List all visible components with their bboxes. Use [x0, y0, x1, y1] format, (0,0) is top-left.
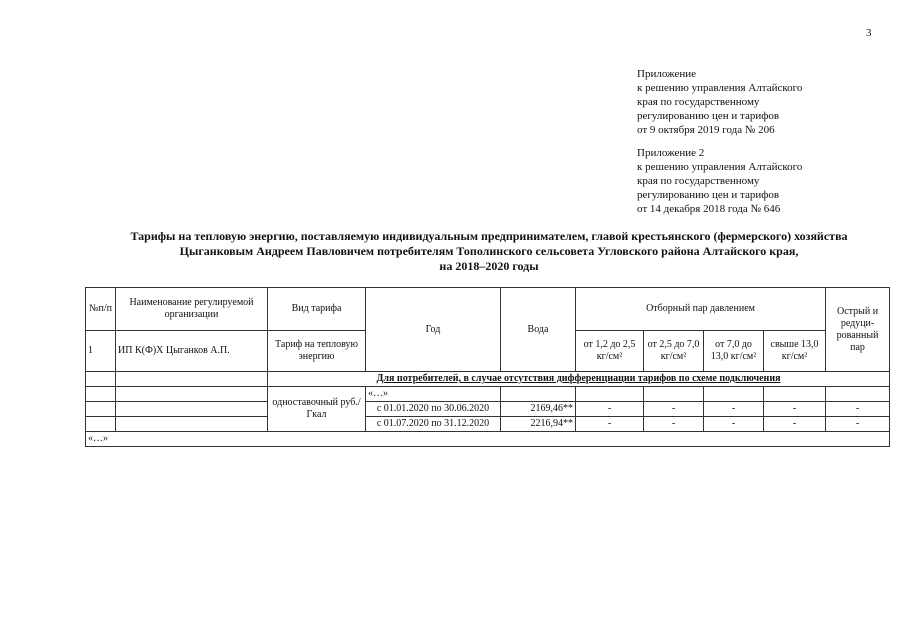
empty-cell [576, 387, 644, 402]
table-row [86, 402, 890, 417]
page-number: 3 [866, 27, 872, 39]
appendix-line: регулированию цен и тарифов [637, 110, 780, 122]
sharp-steam-value: - [826, 417, 890, 432]
header-steam-col: от 2,5 до 7,0 кг/см² [644, 331, 704, 372]
steam-value: - [644, 402, 704, 417]
footer-ellipsis: «…» [86, 432, 890, 447]
appendix-line: Приложение [637, 68, 697, 80]
appendix-2-block [637, 146, 887, 216]
tariff-name: Тариф на тепловую энергию [268, 331, 366, 372]
period-cell: с 01.07.2020 по 31.12.2020 [366, 417, 501, 432]
appendix-line: от 9 октября 2019 года № 206 [637, 124, 775, 136]
appendix-line: к решению управления Алтайского [637, 82, 803, 94]
steam-value: - [704, 402, 764, 417]
ellipsis-cell: «…» [366, 387, 501, 402]
steam-value: - [576, 417, 644, 432]
empty-cell [86, 372, 116, 387]
empty-cell [116, 417, 268, 432]
table-header-row [86, 288, 890, 331]
water-value: 2216,94** [501, 417, 576, 432]
appendix-line: от 14 декабря 2018 года № 646 [637, 203, 781, 215]
appendix-line: края по государственному [637, 175, 760, 187]
header-steam-col: свыше 13,0 кг/см² [764, 331, 826, 372]
appendix-line: к решению управления Алтайского [637, 161, 803, 173]
document-title [85, 229, 893, 274]
empty-cell [86, 402, 116, 417]
table-row [86, 417, 890, 432]
table-footer-row [86, 432, 890, 447]
header-org: Наименование регулируемой организации [116, 288, 268, 331]
empty-cell [116, 402, 268, 417]
empty-cell [826, 387, 890, 402]
steam-value: - [644, 417, 704, 432]
tariff-table [85, 287, 890, 447]
header-sharp-steam: Острый и редуци-рованный пар [826, 288, 890, 372]
table-row [86, 387, 890, 402]
org-name: ИП К(Ф)Х Цыганков А.П. [116, 331, 268, 372]
header-num: №п/п [86, 288, 116, 331]
empty-cell [764, 387, 826, 402]
header-steam-col: от 7,0 до 13,0 кг/см² [704, 331, 764, 372]
empty-cell [86, 417, 116, 432]
header-steam: Отборный пар давлением [576, 288, 826, 331]
period-cell: с 01.01.2020 по 30.06.2020 [366, 402, 501, 417]
section-label: Для потребителей, в случае отсутствия дифференциации тарифов по схеме подключения [268, 372, 890, 387]
empty-cell [644, 387, 704, 402]
appendix-line: регулированию цен и тарифов [637, 189, 780, 201]
empty-cell [116, 372, 268, 387]
org-number: 1 [86, 331, 116, 372]
appendix-line: Приложение 2 [637, 147, 705, 159]
empty-cell [704, 387, 764, 402]
appendix-block [637, 67, 887, 137]
header-tariff-type: Вид тарифа [268, 288, 366, 331]
appendix-line: края по государственному [637, 96, 760, 108]
water-value: 2169,46** [501, 402, 576, 417]
title-line: на 2018–2020 годы [439, 259, 539, 273]
header-steam-col: от 1,2 до 2,5 кг/см² [576, 331, 644, 372]
header-year: Год [366, 288, 501, 372]
steam-value: - [764, 402, 826, 417]
empty-cell [501, 387, 576, 402]
tariff-kind: одноставочный руб./Гкал [268, 387, 366, 432]
steam-value: - [764, 417, 826, 432]
steam-value: - [704, 417, 764, 432]
title-line: Цыганковым Андреем Павловичем потребителям Тополинского сельсовета Угловского района Алтайского края, [179, 244, 799, 258]
steam-value: - [576, 402, 644, 417]
sharp-steam-value: - [826, 402, 890, 417]
title-line: Тарифы на тепловую энергию, поставляемую индивидуальным предпринимателем, главой крестьянского (фермерского) хозяйства [130, 229, 848, 243]
empty-cell [116, 387, 268, 402]
header-water: Вода [501, 288, 576, 372]
empty-cell [86, 387, 116, 402]
section-row [86, 372, 890, 387]
